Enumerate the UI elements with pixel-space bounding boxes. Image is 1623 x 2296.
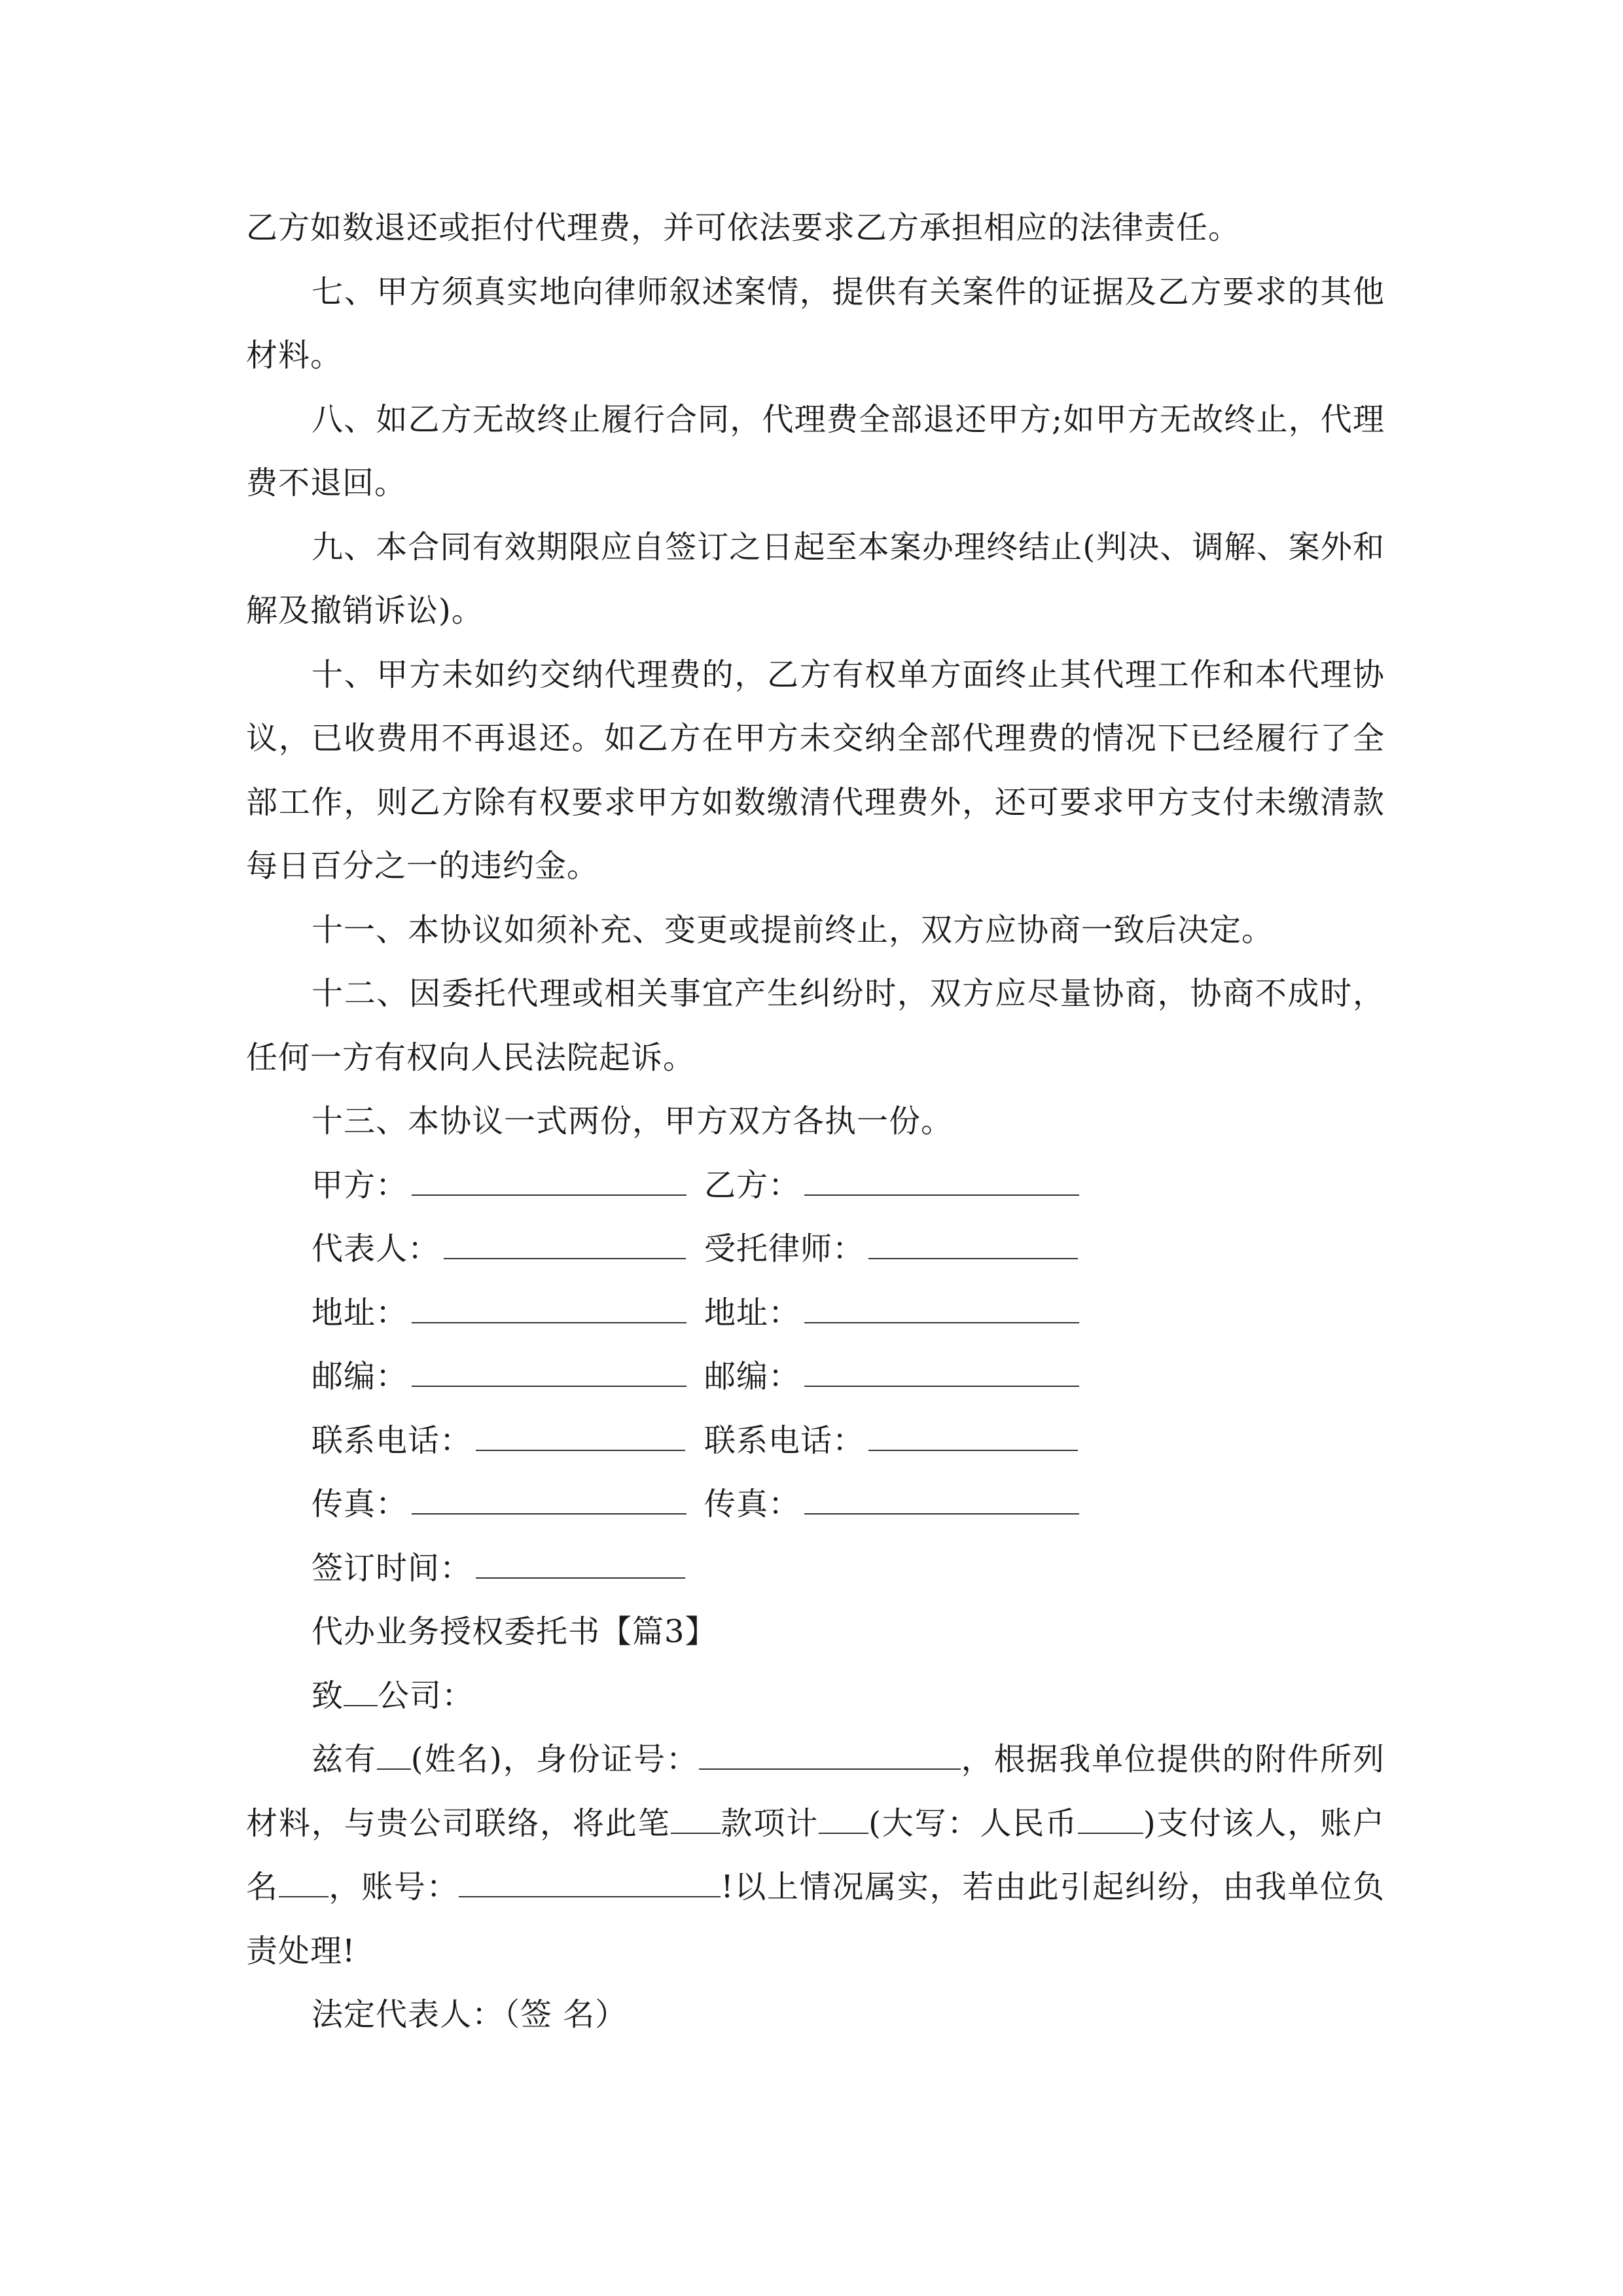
signature-row-postcode xyxy=(246,1345,1385,1409)
address-b-field xyxy=(704,1282,1079,1346)
recipient-suffix: 公司： xyxy=(378,1677,474,1714)
body-part-4: 款项计 xyxy=(720,1804,819,1842)
clause-7: 七、甲方须真实地向律师叙述案情，提供有关案件的证据及乙方要求的其他材料。 xyxy=(246,273,1385,374)
company-blank xyxy=(344,1668,378,1706)
clause-11: 十一、本协议如须补充、变更或提前终止，双方应协商一致后决定。 xyxy=(312,911,1274,948)
party-a-field xyxy=(312,1154,687,1218)
phone-b-label: 联系电话： xyxy=(704,1422,865,1459)
sign-date-field xyxy=(312,1537,685,1601)
body-part-6: )支付该人，账户名 xyxy=(246,1804,1385,1905)
lawyer-label: 受托律师： xyxy=(704,1230,865,1267)
postcode-a-field xyxy=(312,1345,687,1409)
clause-6-continuation: 乙方如数退还或拒付代理费，并可依法要求乙方承担相应的法律责任。 xyxy=(246,209,1241,246)
clause-13: 十三、本协议一式两份，甲方双方各执一份。 xyxy=(312,1103,954,1139)
account-number-blank xyxy=(459,1859,721,1897)
party-b-label: 乙方： xyxy=(704,1166,801,1204)
document-body xyxy=(246,196,1385,2047)
fax-a-blank xyxy=(412,1473,687,1515)
address-b-label: 地址： xyxy=(704,1294,801,1331)
id-number-blank xyxy=(699,1732,961,1770)
section-3-title: 代办业务授权委托书【篇3】 xyxy=(312,1613,717,1650)
fax-b-blank xyxy=(804,1473,1079,1515)
clause-12: 十二、因委托代理或相关事宜产生纠纷时，双方应尽量协商，协商不成时，任何一方有权向人民法院起诉。 xyxy=(246,975,1385,1076)
body-part-2: (姓名)，身份证号： xyxy=(410,1741,699,1778)
sign-date-blank xyxy=(476,1537,685,1579)
fax-a-field xyxy=(312,1473,687,1537)
signature-row-address xyxy=(246,1282,1385,1346)
party-b-blank xyxy=(804,1154,1079,1196)
representative-blank xyxy=(444,1217,686,1259)
authorization-body xyxy=(246,1728,1385,1983)
phone-b-field xyxy=(704,1409,1078,1473)
amount-blank xyxy=(819,1796,868,1834)
phone-a-field xyxy=(312,1409,685,1473)
name-blank xyxy=(377,1732,411,1770)
signature-row-representative xyxy=(246,1217,1385,1282)
recipient-line xyxy=(246,1664,1385,1729)
body-part-1: 兹有 xyxy=(312,1741,377,1778)
postcode-a-label: 邮编： xyxy=(312,1358,408,1395)
postcode-b-field xyxy=(704,1345,1079,1409)
signature-row-phone xyxy=(246,1409,1385,1473)
signature-row-fax xyxy=(246,1473,1385,1537)
address-a-label: 地址： xyxy=(312,1294,408,1331)
recipient-prefix: 致 xyxy=(312,1677,344,1714)
fax-a-label: 传真： xyxy=(312,1486,408,1522)
phone-a-label: 联系电话： xyxy=(312,1422,473,1459)
address-b-blank xyxy=(804,1282,1079,1323)
party-a-label: 甲方： xyxy=(312,1166,408,1204)
legal-representative-line: 法定代表人：（签 名） xyxy=(312,1996,628,2033)
postcode-b-blank xyxy=(804,1345,1079,1387)
lawyer-field xyxy=(704,1217,1078,1282)
address-a-field xyxy=(312,1282,687,1346)
address-a-blank xyxy=(412,1282,687,1323)
party-a-blank xyxy=(412,1154,687,1196)
postcode-a-blank xyxy=(412,1345,687,1387)
phone-a-blank xyxy=(476,1409,685,1451)
postcode-b-label: 邮编： xyxy=(704,1358,801,1395)
phone-b-blank xyxy=(868,1409,1078,1451)
fax-b-label: 传真： xyxy=(704,1486,801,1522)
party-b-field xyxy=(704,1154,1079,1218)
amount-uppercase-blank xyxy=(1078,1796,1143,1834)
clause-8: 八、如乙方无故终止履行合同，代理费全部退还甲方;如甲方无故终止，代理费不退回。 xyxy=(246,401,1385,501)
representative-label: 代表人： xyxy=(312,1230,440,1267)
body-part-3: ，根据我单位提供的附件所列材料，与贵公司联络，将此笔 xyxy=(246,1741,1385,1842)
clause-10: 十、甲方未如约交纳代理费的，乙方有权单方面终止其代理工作和本代理协议，已收费用不再退还。如乙方在甲方未交纳全部代理费的情况下已经履行了全部工作，则乙方除有权要求甲方如数缴清代理费外，还可要求甲方支付未缴清款每日百分之一的违约金。 xyxy=(246,656,1385,884)
fax-b-field xyxy=(704,1473,1079,1537)
body-part-7: ，账号： xyxy=(328,1869,459,1905)
signature-row-party xyxy=(246,1154,1385,1218)
representative-field xyxy=(312,1217,686,1282)
signature-row-date xyxy=(246,1537,1385,1601)
account-name-blank xyxy=(279,1859,329,1897)
clause-9: 九、本合同有效期限应自签订之日起至本案办理终结止(判决、调解、案外和解及撤销诉讼)。 xyxy=(246,528,1385,629)
sign-date-label: 签订时间： xyxy=(312,1549,473,1587)
payment-type-blank xyxy=(671,1796,721,1834)
lawyer-blank xyxy=(868,1217,1078,1259)
body-part-8: !以上情况属实，若由此引起纠纷，由我单位负责处理! xyxy=(246,1869,1385,1969)
body-part-5: (大写：人民币 xyxy=(868,1804,1079,1842)
